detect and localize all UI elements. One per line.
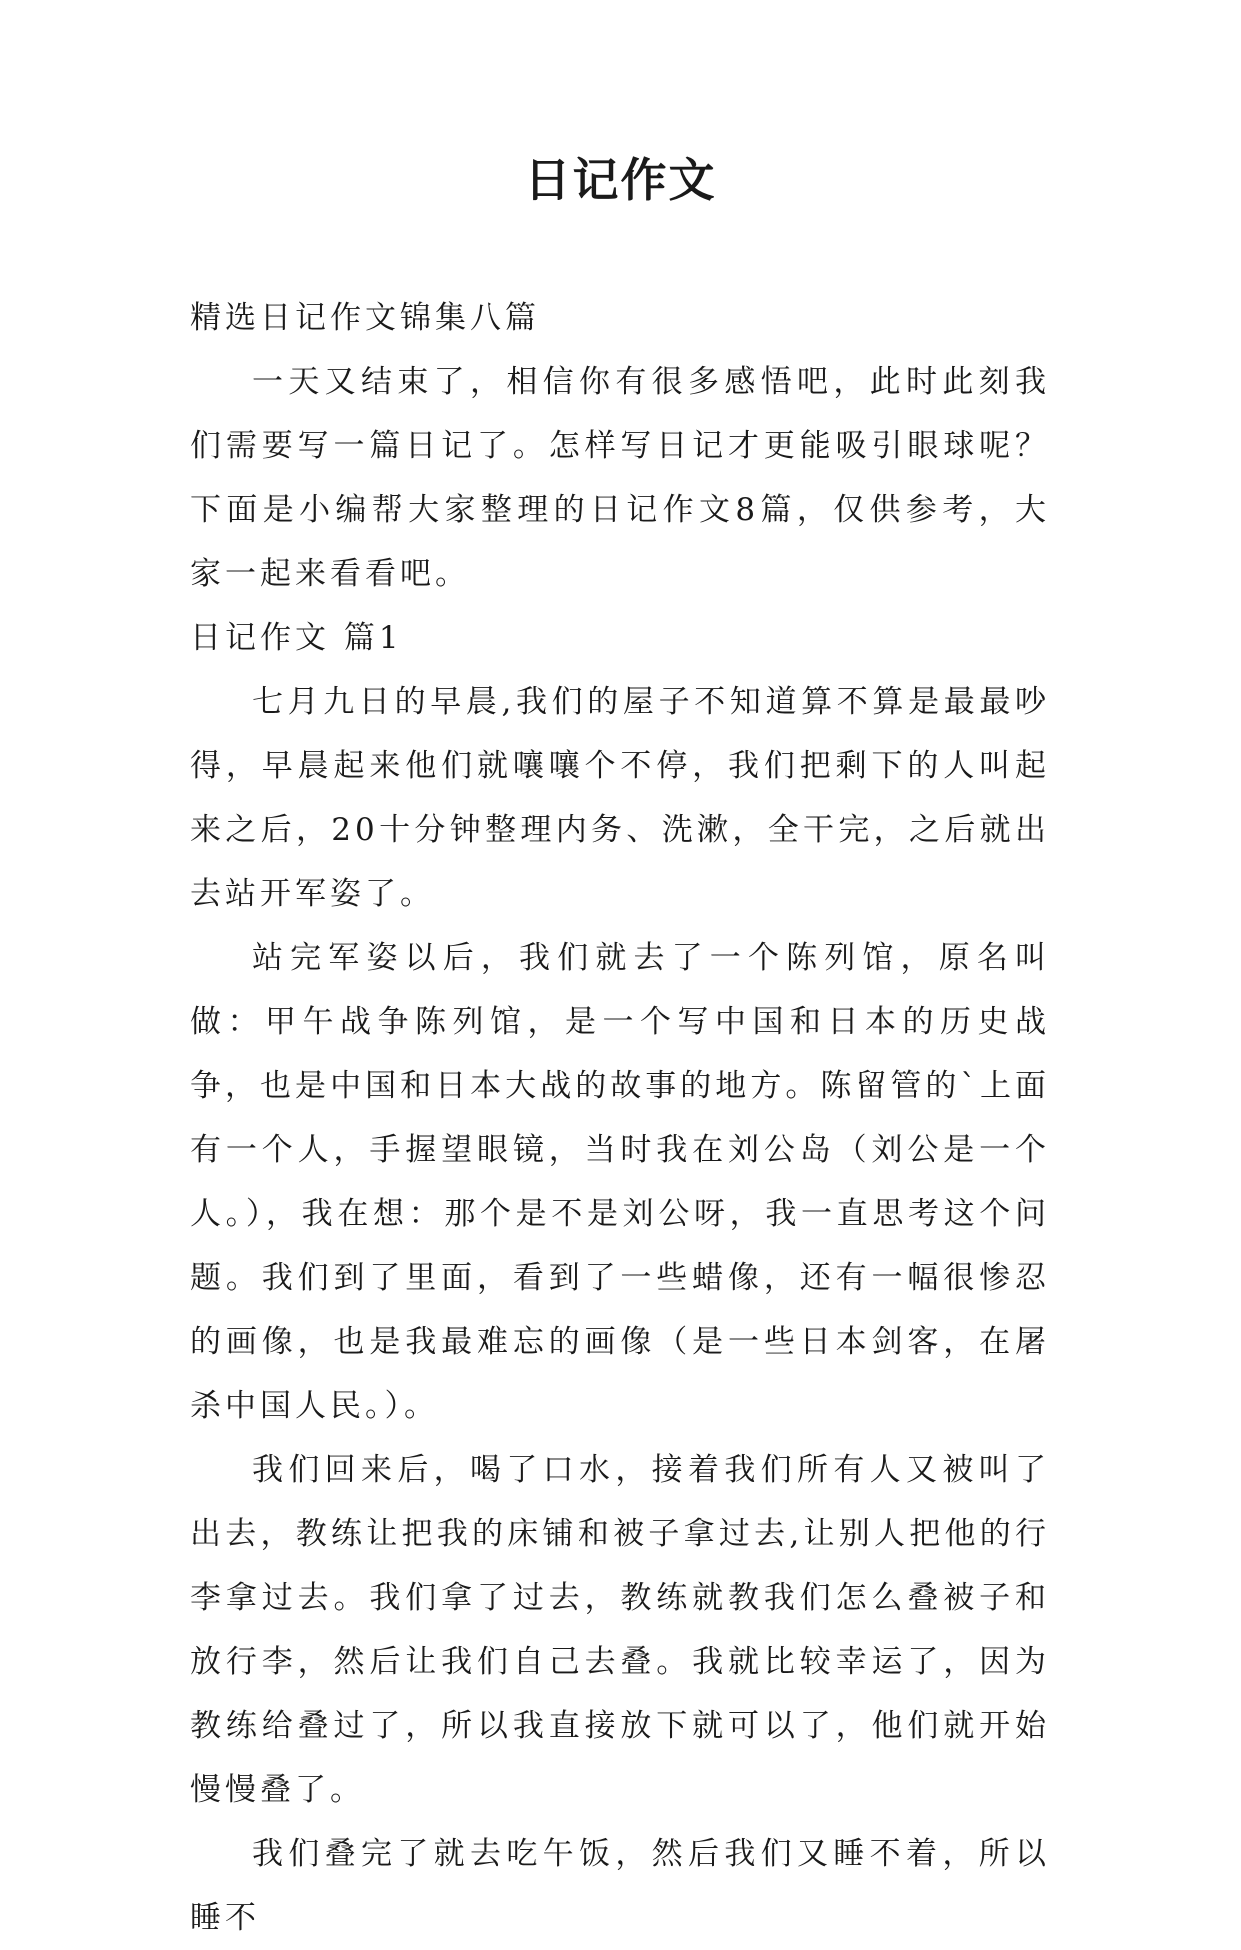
body-paragraph: 站完军姿以后，我们就去了一个陈列馆，原名叫做：甲午战争陈列馆，是一个写中国和日本的历史战争，也是中国和日本大战的故事的地方。陈留管的`上面有一个人，手握望眼镜，当时我在刘公岛（刘公是一个人。），我在想：那个是不是刘公呀，我一直思考这个问题。我们到了里面，看到了一些蜡像，还有一幅很惨忍的画像，也是我最难忘的画像（是一些日本剑客，在屠杀中国人民。）。 [190,940,1050,1424]
document-body [190,286,1050,1950]
body-paragraph: 七月九日的早晨,我们的屋子不知道算不算是最最吵得，早晨起来他们就嚷嚷个不停，我们把剩下的人叫起来之后，20十分钟整理内务、洗漱，全干完，之后就出去站开军姿了。 [190,684,1050,912]
body-paragraph: 我们叠完了就去吃午饭，然后我们又睡不着，所以睡不 [190,1836,1050,1936]
intro-paragraph: 一天又结束了，相信你有很多感悟吧，此时此刻我们需要写一篇日记了。怎样写日记才更能吸引眼球呢？下面是小编帮大家整理的日记作文8篇，仅供参考，大家一起来看看吧。 [190,364,1050,592]
section-heading: 日记作文 篇1 [190,620,403,656]
document-subtitle: 精选日记作文锦集八篇 [190,300,540,336]
body-paragraph: 我们回来后，喝了口水，接着我们所有人又被叫了出去，教练让把我的床铺和被子拿过去,让别人把他的行李拿过去。我们拿了过去，教练就教我们怎么叠被子和放行李，然后让我们自己去叠。我就比较幸运了，因为教练给叠过了，所以我直接放下就可以了，他们就开始慢慢叠了。 [190,1452,1050,1808]
document-title: 日记作文 [524,153,717,207]
